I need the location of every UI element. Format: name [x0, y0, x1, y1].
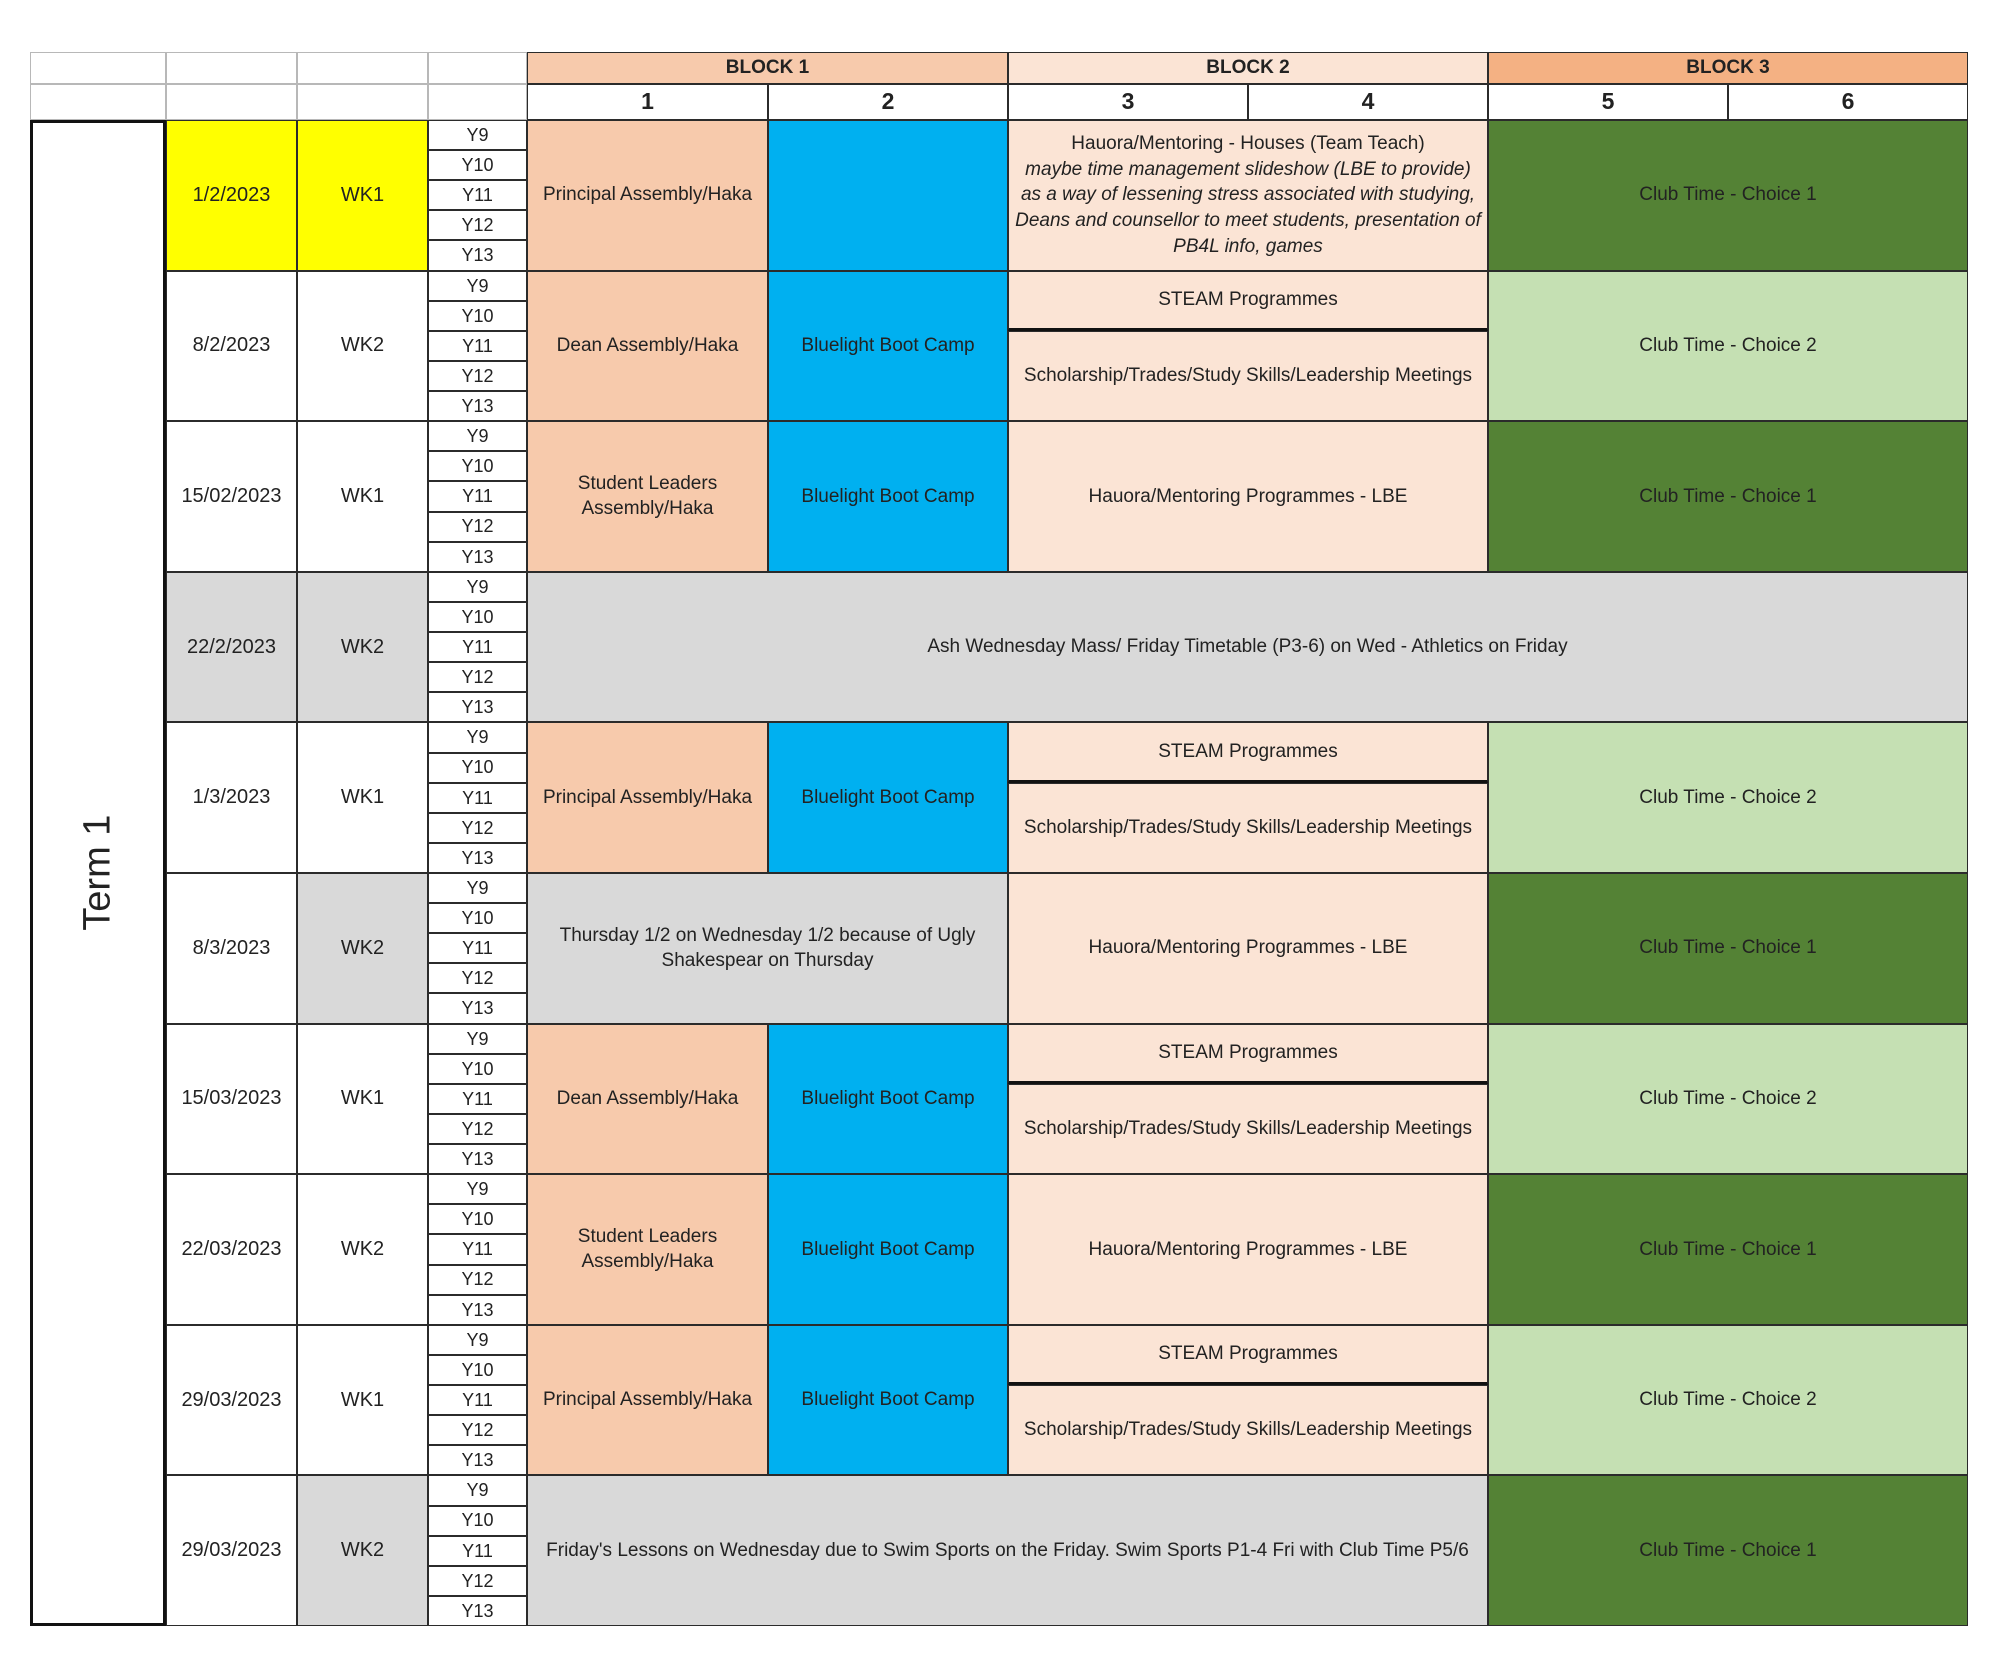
- date-value: 1/2/2023: [192, 183, 271, 206]
- year-level-label: Y10: [461, 1510, 494, 1531]
- date-value: 29/03/2023: [181, 1539, 282, 1562]
- activity-label: Club Time - Choice 1: [1639, 485, 1817, 507]
- activity-label: Scholarship/Trades/Study Skills/Leadership Meetings: [1023, 1419, 1473, 1441]
- year-level-cell: [428, 662, 527, 692]
- year-level-cell: [428, 1174, 527, 1204]
- year-level-cell: [428, 1475, 527, 1505]
- activity-cell: [768, 421, 1008, 572]
- period-header-1: [527, 84, 768, 120]
- activity-cell: [527, 120, 768, 271]
- year-level-label: Y13: [461, 1450, 494, 1471]
- activity-cell: [1008, 722, 1488, 782]
- year-level-cell: [428, 210, 527, 240]
- year-level-cell: [428, 813, 527, 843]
- year-level-cell: [428, 1385, 527, 1415]
- activity-cell: [1488, 1024, 1968, 1175]
- date-value: 22/2/2023: [187, 635, 276, 658]
- week-cell: [297, 421, 428, 572]
- week-value: WK2: [340, 334, 385, 357]
- date-cell: [166, 1475, 297, 1626]
- activity-label: STEAM Programmes: [1158, 1041, 1338, 1063]
- week-value: WK1: [340, 484, 385, 507]
- year-level-label: Y11: [462, 335, 493, 356]
- year-level-cell: [428, 180, 527, 210]
- activity-cell: [1008, 271, 1488, 331]
- term-label-cell: [30, 120, 166, 1626]
- activity-note: maybe time management slideshow (LBE to provide) as a way of lessening stress associated with studying, Deans and counsellor to meet students, presentation of PB4L info, games: [1015, 158, 1481, 257]
- date-cell: [166, 271, 297, 422]
- year-level-label: Y10: [461, 155, 494, 176]
- year-level-cell: [428, 1114, 527, 1144]
- activity-label: Friday's Lessons on Wednesday due to Swim Sports on the Friday. Swim Sports P1-4 Fri with Club Time P5/6: [546, 1539, 1469, 1561]
- date-cell: [166, 572, 297, 723]
- activity-cell: [527, 1174, 768, 1325]
- week-cell: [297, 722, 428, 873]
- activity-cell: [1488, 120, 1968, 271]
- year-level-label: Y11: [462, 185, 493, 206]
- year-level-label: Y11: [462, 486, 493, 507]
- activity-cell: [527, 1024, 768, 1175]
- year-level-label: Y10: [461, 1058, 494, 1079]
- year-level-label: Y12: [461, 1269, 494, 1290]
- period-header-6: [1728, 84, 1968, 120]
- activity-label: Bluelight Boot Camp: [801, 786, 975, 808]
- activity-cell: [768, 1024, 1008, 1175]
- activity-label: Scholarship/Trades/Study Skills/Leadership Meetings: [1023, 1118, 1473, 1140]
- year-level-label: Y9: [466, 877, 489, 898]
- activity-cell: [527, 722, 768, 873]
- header-blank-bottom: [166, 84, 297, 120]
- activity-cell: [1008, 1084, 1488, 1174]
- year-level-cell: [428, 903, 527, 933]
- date-value: 15/02/2023: [181, 484, 282, 507]
- year-level-label: Y11: [462, 1239, 493, 1260]
- year-level-cell: [428, 963, 527, 993]
- week-cell: [297, 120, 428, 271]
- year-level-cell: [428, 933, 527, 963]
- year-level-label: Y10: [461, 305, 494, 326]
- year-level-label: Y11: [462, 1389, 493, 1410]
- year-level-label: Y11: [462, 636, 493, 657]
- week-value: WK1: [340, 786, 385, 809]
- period-header-4: [1248, 84, 1488, 120]
- year-level-cell: [428, 993, 527, 1023]
- activity-cell: [768, 271, 1008, 422]
- header-blank-top: [297, 52, 428, 84]
- year-level-label: Y11: [462, 1088, 493, 1109]
- activity-label: Bluelight Boot Camp: [801, 485, 975, 507]
- activity-label: Club Time - Choice 2: [1639, 335, 1817, 357]
- year-level-label: Y9: [466, 1480, 489, 1501]
- year-level-cell: [428, 783, 527, 813]
- activity-label: Club Time - Choice 2: [1639, 1389, 1817, 1411]
- activity-label: Scholarship/Trades/Study Skills/Leadership Meetings: [1023, 365, 1473, 387]
- year-level-cell: [428, 873, 527, 903]
- term-label: Term 1: [76, 814, 119, 932]
- year-level-label: Y13: [461, 245, 494, 266]
- year-level-cell: [428, 1144, 527, 1174]
- activity-cell: [768, 1325, 1008, 1476]
- week-cell: [297, 1475, 428, 1626]
- year-level-cell: [428, 331, 527, 361]
- activity-label: Bluelight Boot Camp: [801, 1238, 975, 1260]
- year-level-label: Y9: [466, 1329, 489, 1350]
- year-level-cell: [428, 542, 527, 572]
- activity-cell: [1008, 421, 1488, 572]
- year-level-cell: [428, 1536, 527, 1566]
- year-level-label: Y12: [461, 1570, 494, 1591]
- year-level-label: Y12: [461, 667, 494, 688]
- period-header-label: 5: [1601, 88, 1615, 115]
- year-level-label: Y10: [461, 1359, 494, 1380]
- activity-cell: [527, 1325, 768, 1476]
- activity-label: Bluelight Boot Camp: [801, 1088, 975, 1110]
- year-level-cell: [428, 1415, 527, 1445]
- activity-label: Student Leaders Assembly/Haka: [577, 1225, 718, 1273]
- activity-cell: [527, 873, 1008, 1024]
- date-cell: [166, 421, 297, 572]
- activity-label: Club Time - Choice 2: [1639, 1088, 1817, 1110]
- year-level-cell: [428, 1295, 527, 1325]
- year-level-cell: [428, 1054, 527, 1084]
- year-level-cell: [428, 1566, 527, 1596]
- period-header-2: [768, 84, 1008, 120]
- date-cell: [166, 722, 297, 873]
- activity-label: Club Time - Choice 1: [1639, 1238, 1817, 1260]
- period-header-label: 6: [1841, 88, 1855, 115]
- activity-cell: [527, 421, 768, 572]
- year-level-cell: [428, 692, 527, 722]
- activity-label: Hauora/Mentoring - Houses (Team Teach): [1071, 133, 1425, 155]
- year-level-label: Y12: [461, 1420, 494, 1441]
- year-level-cell: [428, 722, 527, 752]
- year-level-label: Y13: [461, 998, 494, 1019]
- year-level-label: Y11: [462, 1540, 493, 1561]
- year-level-cell: [428, 843, 527, 873]
- week-cell: [297, 271, 428, 422]
- activity-label: Principal Assembly/Haka: [542, 184, 753, 206]
- header-blank-top: [166, 52, 297, 84]
- activity-label: Club Time - Choice 2: [1639, 786, 1817, 808]
- year-level-cell: [428, 572, 527, 602]
- block-header-3: [1488, 52, 1968, 84]
- activity-label: Principal Assembly/Haka: [542, 786, 753, 808]
- date-cell: [166, 1024, 297, 1175]
- date-cell: [166, 1174, 297, 1325]
- activity-label: Thursday 1/2 on Wednesday 1/2 because of Ugly Shakespear on Thursday: [559, 924, 976, 972]
- year-level-cell: [428, 1596, 527, 1626]
- activity-cell: [1008, 1024, 1488, 1084]
- date-value: 8/3/2023: [192, 936, 271, 959]
- activity-label: Dean Assembly/Haka: [556, 1088, 739, 1110]
- year-level-label: Y12: [461, 817, 494, 838]
- year-level-cell: [428, 120, 527, 150]
- year-level-label: Y13: [461, 847, 494, 868]
- activity-cell: [1488, 421, 1968, 572]
- period-header-label: 1: [641, 88, 654, 115]
- period-header-3: [1008, 84, 1248, 120]
- year-level-label: Y9: [466, 124, 489, 145]
- date-value: 15/03/2023: [181, 1087, 282, 1110]
- activity-label: Hauora/Mentoring Programmes - LBE: [1088, 937, 1408, 959]
- year-level-label: Y13: [461, 395, 494, 416]
- year-level-cell: [428, 271, 527, 301]
- block-header-2: [1008, 52, 1488, 84]
- date-cell: [166, 873, 297, 1024]
- week-value: WK1: [340, 183, 385, 206]
- year-level-cell: [428, 1265, 527, 1295]
- activity-label: Club Time - Choice 1: [1639, 1539, 1817, 1561]
- year-level-label: Y12: [461, 968, 494, 989]
- week-value: WK2: [340, 1237, 385, 1260]
- year-level-label: Y11: [462, 787, 493, 808]
- date-cell: [166, 120, 297, 271]
- activity-cell: [527, 572, 1968, 723]
- period-header-5: [1488, 84, 1728, 120]
- year-level-label: Y10: [461, 606, 494, 627]
- year-level-label: Y9: [466, 727, 489, 748]
- year-level-cell: [428, 1506, 527, 1536]
- block-header-label: BLOCK 1: [725, 57, 810, 79]
- year-level-cell: [428, 1084, 527, 1114]
- year-level-cell: [428, 481, 527, 511]
- period-header-label: 3: [1121, 88, 1135, 115]
- date-value: 29/03/2023: [181, 1388, 282, 1411]
- year-level-label: Y10: [461, 757, 494, 778]
- activity-cell: [1488, 722, 1968, 873]
- year-level-label: Y9: [466, 1179, 489, 1200]
- activity-label: Student Leaders Assembly/Haka: [577, 472, 718, 520]
- header-blank-bottom: [428, 84, 527, 120]
- activity-cell: [1008, 873, 1488, 1024]
- period-header-label: 2: [881, 88, 895, 115]
- period-header-label: 4: [1361, 88, 1375, 115]
- year-level-label: Y13: [461, 1299, 494, 1320]
- week-value: WK1: [340, 1388, 385, 1411]
- week-value: WK2: [340, 936, 385, 959]
- year-level-cell: [428, 1204, 527, 1234]
- year-level-cell: [428, 1234, 527, 1264]
- year-level-label: Y12: [461, 516, 494, 537]
- activity-cell: [768, 1174, 1008, 1325]
- week-value: WK1: [340, 1087, 385, 1110]
- year-level-label: Y12: [461, 1118, 494, 1139]
- header-blank-bottom: [30, 84, 166, 120]
- year-level-label: Y9: [466, 576, 489, 597]
- year-level-label: Y10: [461, 908, 494, 929]
- year-level-label: Y13: [461, 1148, 494, 1169]
- year-level-cell: [428, 1024, 527, 1054]
- year-level-cell: [428, 632, 527, 662]
- activity-cell: [1008, 331, 1488, 421]
- block-header-label: BLOCK 3: [1686, 57, 1770, 79]
- week-cell: [297, 1325, 428, 1476]
- year-level-label: Y10: [461, 1209, 494, 1230]
- activity-label: STEAM Programmes: [1158, 288, 1338, 310]
- year-level-label: Y12: [461, 215, 494, 236]
- activity-cell: [768, 722, 1008, 873]
- activity-label: Ash Wednesday Mass/ Friday Timetable (P3-6) on Wed - Athletics on Friday: [927, 636, 1568, 658]
- week-value: WK2: [340, 1539, 385, 1562]
- year-level-cell: [428, 391, 527, 421]
- week-cell: [297, 873, 428, 1024]
- week-cell: [297, 572, 428, 723]
- activity-label: Club Time - Choice 1: [1639, 937, 1817, 959]
- block-header-label: BLOCK 2: [1206, 57, 1290, 79]
- year-level-cell: [428, 150, 527, 180]
- activity-cell: [1488, 873, 1968, 1024]
- year-level-label: Y13: [461, 546, 494, 567]
- activity-cell: [1008, 783, 1488, 873]
- activity-cell: [1008, 1325, 1488, 1385]
- activity-label: Bluelight Boot Camp: [801, 1389, 975, 1411]
- activity-cell: [1488, 1475, 1968, 1626]
- activity-label: Principal Assembly/Haka: [542, 1389, 753, 1411]
- year-level-cell: [428, 301, 527, 331]
- year-level-cell: [428, 361, 527, 391]
- date-value: 1/3/2023: [192, 786, 271, 809]
- activity-cell: [527, 271, 768, 422]
- activity-label: Bluelight Boot Camp: [801, 335, 975, 357]
- block-header-1: [527, 52, 1008, 84]
- year-level-cell: [428, 240, 527, 270]
- activity-label: STEAM Programmes: [1158, 1343, 1338, 1365]
- week-cell: [297, 1174, 428, 1325]
- year-level-cell: [428, 451, 527, 481]
- activity-cell: [1488, 1325, 1968, 1476]
- year-level-cell: [428, 1445, 527, 1475]
- activity-label: Hauora/Mentoring Programmes - LBE: [1088, 485, 1408, 507]
- year-level-label: Y9: [466, 275, 489, 296]
- header-blank-top: [428, 52, 527, 84]
- week-value: WK2: [340, 635, 385, 658]
- date-value: 8/2/2023: [192, 334, 271, 357]
- week-cell: [297, 1024, 428, 1175]
- year-level-cell: [428, 753, 527, 783]
- year-level-label: Y13: [461, 697, 494, 718]
- year-level-cell: [428, 602, 527, 632]
- activity-cell: [1488, 271, 1968, 422]
- date-value: 22/03/2023: [181, 1237, 282, 1260]
- activity-cell: [1008, 1174, 1488, 1325]
- year-level-label: Y9: [466, 1028, 489, 1049]
- activity-cell: [768, 120, 1008, 271]
- year-level-cell: [428, 421, 527, 451]
- activity-label: Dean Assembly/Haka: [556, 335, 739, 357]
- year-level-cell: [428, 1355, 527, 1385]
- activity-cell: [1008, 120, 1488, 271]
- activity-cell: [1488, 1174, 1968, 1325]
- year-level-label: Y13: [461, 1600, 494, 1621]
- header-blank-top: [30, 52, 166, 84]
- year-level-cell: [428, 512, 527, 542]
- activity-label: Club Time - Choice 1: [1639, 184, 1817, 206]
- activity-label: Scholarship/Trades/Study Skills/Leadership Meetings: [1023, 816, 1473, 838]
- activity-label: Hauora/Mentoring Programmes - LBE: [1088, 1238, 1408, 1260]
- year-level-label: Y10: [461, 456, 494, 477]
- activity-label: STEAM Programmes: [1158, 740, 1338, 762]
- year-level-label: Y11: [462, 938, 493, 959]
- year-level-cell: [428, 1325, 527, 1355]
- year-level-label: Y12: [461, 365, 494, 386]
- activity-cell: [1008, 1385, 1488, 1475]
- header-blank-bottom: [297, 84, 428, 120]
- year-level-label: Y9: [466, 426, 489, 447]
- date-cell: [166, 1325, 297, 1476]
- activity-cell: [527, 1475, 1488, 1626]
